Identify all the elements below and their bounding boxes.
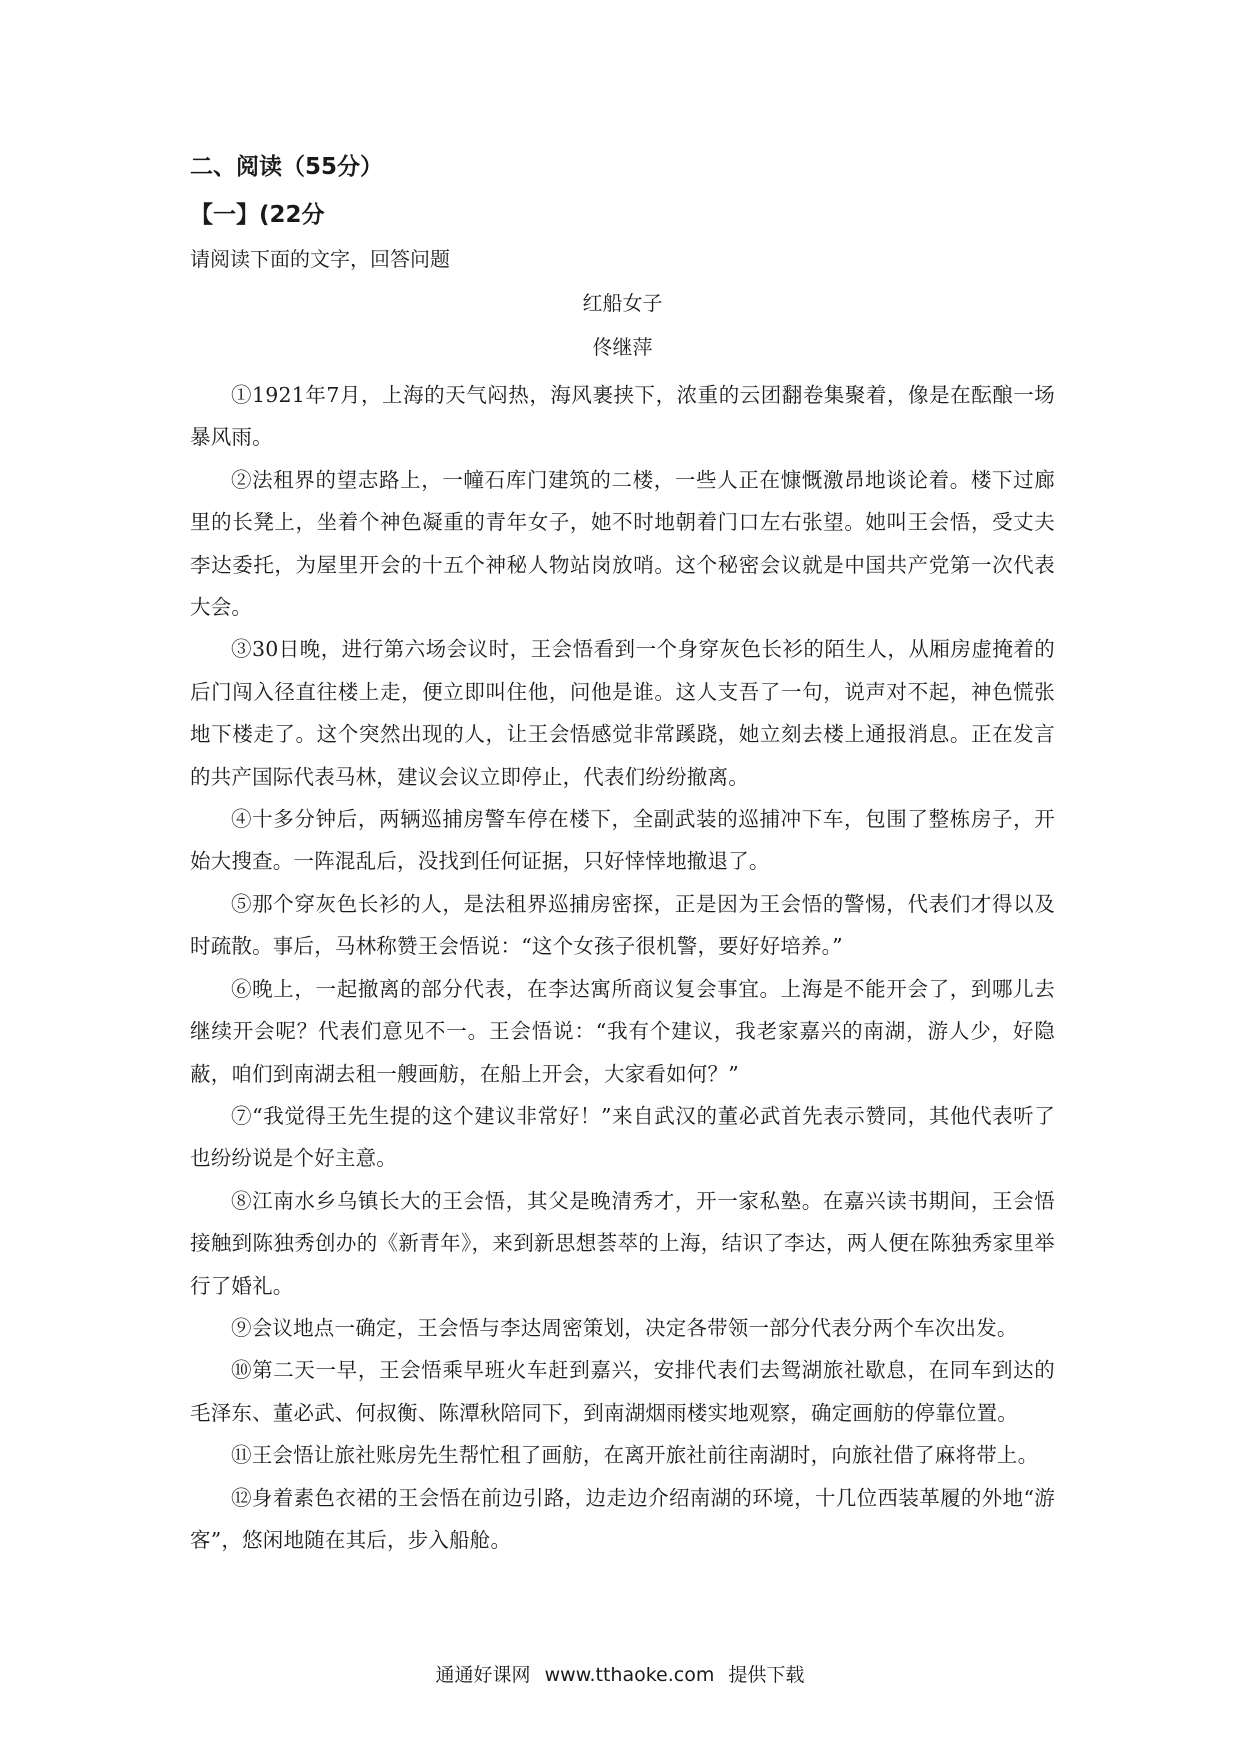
paragraph-5: ⑤那个穿灰色长衫的人，是法租界巡捕房密探，正是因为王会悟的警惕，代表们才得以及时疏散。事后，马林称赞王会悟说：“这个女孩子很机警，要好好培养。” [190, 891, 1055, 959]
article-body [190, 374, 1055, 1561]
footer-site-url[interactable]: www.tthaoke.com [544, 1664, 715, 1686]
paragraph-10: ⑩第二天一早，王会悟乘早班火车赶到嘉兴，安排代表们去鸳湖旅社歇息，在同车到达的毛泽东、董必武、何叔衡、陈潭秋陪同下，到南湖烟雨楼实地观察，确定画舫的停靠位置。 [190, 1358, 1055, 1425]
footer-note: 提供下载 [728, 1664, 805, 1686]
section-title: 二、阅读（55分） [190, 154, 384, 180]
paragraph-4: ④十多分钟后，两辆巡捕房警车停在楼下，全副武装的巡捕冲下车，包围了整栋房子，开始大搜查。一阵混乱后，没找到任何证据，只好悻悻地撤退了。 [190, 807, 1055, 874]
page-footer [0, 1660, 1240, 1690]
paragraph-6: ⑥晚上，一起撤离的部分代表，在李达寓所商议复会事宜。上海是不能开会了，到哪儿去继续开会呢？代表们意见不一。王会悟说：“我有个建议，我老家嘉兴的南湖，游人少，好隐蔽，咱们到南湖去租一艘画舫，在船上开会，大家看如何？” [190, 976, 1055, 1086]
paragraph-7: ⑦“我觉得王先生提的这个建议非常好！”来自武汉的董必武首先表示赞同，其他代表听了也纷纷说是个好主意。 [190, 1103, 1055, 1171]
paragraph-11: ⑪王会悟让旅社账房先生帮忙租了画舫，在离开旅社前往南湖时，向旅社借了麻将带上。 [231, 1443, 1039, 1468]
paragraph-8: ⑧江南水乡乌镇长大的王会悟，其父是晚清秀才，开一家私塾。在嘉兴读书期间，王会悟接触到陈独秀创办的《新青年》，来到新思想荟萃的上海，结识了李达，两人便在陈独秀家里举行了婚礼。 [190, 1188, 1055, 1298]
footer-site-name: 通通好课网 [435, 1664, 531, 1686]
paragraph-3: ③30日晚，进行第六场会议时，王会悟看到一个身穿灰色长衫的陌生人，从厢房虚掩着的后门闯入径直往楼上走，便立即叫住他，问他是谁。这人支吾了一句，说声对不起，神色慌张地下楼走了。这个突然出现的人，让王会悟感觉非常蹊跷，她立刻去楼上通报消息。正在发言的共产国际代表马林，建议会议立即停止，代表们纷纷撤离。 [190, 637, 1055, 789]
sub-section-title: 【一】(22分 [190, 202, 325, 228]
paragraph-9: ⑨会议地点一确定，王会悟与李达周密策划，决定各带领一部分代表分两个车次出发。 [231, 1315, 1018, 1340]
instruction-text: 请阅读下面的文字，回答问题 [190, 247, 450, 271]
paragraph-2: ②法租界的望志路上，一幢石库门建筑的二楼，一些人正在慷慨激昂地谈论着。楼下过廊里的长凳上，坐着个神色凝重的青年女子，她不时地朝着门口左右张望。她叫王会悟，受丈夫李达委托，为屋里开会的十五个神秘人物站岗放哨。这个秘密会议就是中国共产党第一次代表大会。 [190, 467, 1055, 620]
document-page [190, 150, 1055, 1561]
article-title: 红船女子 [582, 291, 663, 315]
article-author: 佟继萍 [592, 335, 653, 359]
paragraph-1: ①1921年7月，上海的天气闷热，海风裹挟下，浓重的云团翻卷集聚着，像是在酝酿一场暴风雨。 [190, 383, 1055, 450]
paragraph-12: ⑫身着素色衣裙的王会悟在前边引路，边走边介绍南湖的环境，十几位西装革履的外地“游客”，悠闲地随在其后，步入船舱。 [190, 1485, 1055, 1552]
